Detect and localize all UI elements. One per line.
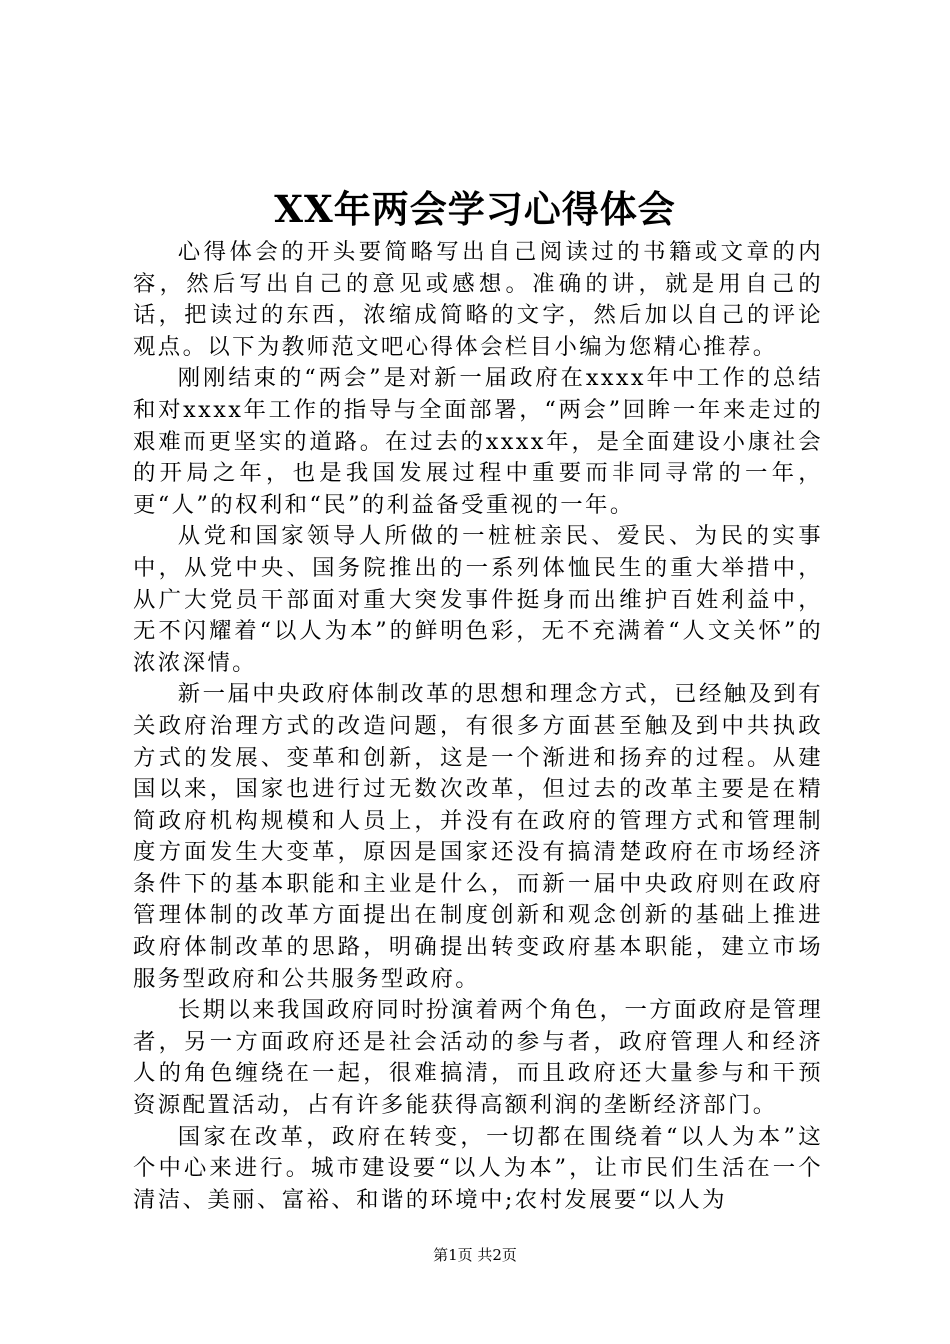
paragraph: 心得体会的开头要简略写出自己阅读过的书籍或文章的内容，然后写出自己的意见或感想。准确的讲，就是用自己的话，把读过的东西，浓缩成简略的文字，然后加以自己的评论观点。以下为教师范文吧心得体会栏目小编为您精心推荐。 [133,239,823,360]
paragraph: 刚刚结束的“两会”是对新一届政府在xxxx年中工作的总结和对xxxx年工作的指导与全面部署，“两会”回眸一年来走过的艰难而更坚实的道路。在过去的xxxx年，是全面建设小康社会的开局之年，也是我国发展过程中重要而非同寻常的一年，更“人”的权利和“民”的利益备受重视的一年。 [133,365,823,518]
page-number-footer: 第1页 共2页 [433,1246,517,1264]
paragraph: 新一届中央政府体制改革的思想和理念方式，已经触及到有关政府治理方式的改造问题，有很多方面甚至触及到中共执政方式的发展、变革和创新，这是一个渐进和扬弃的过程。从建国以来，国家也进行过无数次改革，但过去的改革主要是在精简政府机构规模和人员上，并没有在政府的管理方式和管理制度方面发生大变革，原因是国家还没有搞清楚政府在市场经济条件下的基本职能和主业是什么，而新一届中央政府则在政府管理体制的改革方面提出在制度创新和观念创新的基础上推进政府体制改革的思路，明确提出转变政府基本职能，建立市场服务型政府和公共服务型政府。 [133,681,823,992]
paragraph: 国家在改革，政府在转变，一切都在围绕着“以人为本”这个中心来进行。城市建设要“以人为本”，让市民们生活在一个清洁、美丽、富裕、和谐的环境中;农村发展要“以人为 [133,1123,823,1213]
document-title: XX年两会学习心得体会 [274,187,676,231]
paragraph: 从党和国家领导人所做的一桩桩亲民、爱民、为民的实事中，从党中央、国务院推出的一系列体恤民生的重大举措中，从广大党员干部面对重大突发事件挺身而出维护百姓利益中，无不闪耀着“以人为本”的鲜明色彩，无不充满着“人文关怀”的浓浓深情。 [133,523,823,676]
paragraph: 长期以来我国政府同时扮演着两个角色，一方面政府是管理者，另一方面政府还是社会活动的参与者，政府管理人和经济人的角色缠绕在一起，很难搞清，而且政府还大量参与和干预资源配置活动，占有许多能获得高额利润的垄断经济部门。 [133,997,823,1119]
document-body [133,237,823,1216]
